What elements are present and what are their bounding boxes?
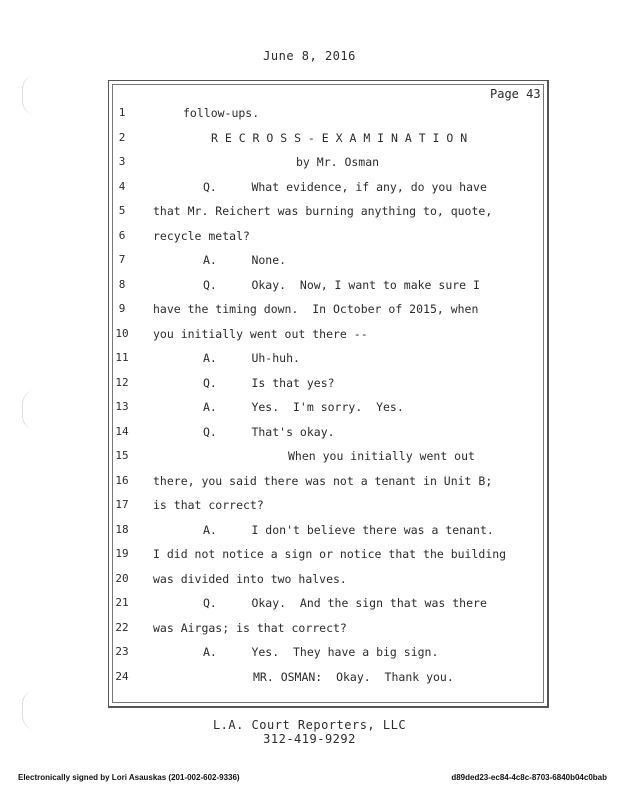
line-number: 7: [118, 253, 126, 266]
page-number: Page 43: [490, 87, 541, 101]
line-number: 24: [115, 670, 129, 683]
line-text: Q. Is that yes?: [203, 376, 335, 390]
line-text: was divided into two halves.: [153, 572, 347, 586]
line-text: A. Uh-huh.: [203, 351, 300, 365]
line-text: Q. Okay. Now, I want to make sure I: [203, 278, 480, 292]
line-text: When you initially went out: [288, 449, 475, 463]
line-text: A. Yes. I'm sorry. Yes.: [203, 400, 404, 414]
line-number: 17: [115, 498, 129, 511]
line-text: you initially went out there --: [153, 327, 368, 341]
line-number: 11: [115, 351, 129, 364]
line-number: 3: [118, 155, 126, 168]
punch-hole-top: [22, 75, 37, 115]
line-text: R E C R O S S - E X A M I N A T I O N: [211, 131, 468, 145]
line-number: 21: [115, 596, 129, 609]
line-number: 10: [115, 327, 129, 340]
line-number: 9: [118, 302, 126, 315]
line-text: recycle metal?: [153, 229, 250, 243]
line-number: 18: [115, 523, 129, 536]
transcript-frame: [108, 80, 549, 708]
line-text: that Mr. Reichert was burning anything to, quote,: [153, 204, 493, 218]
line-text: A. Yes. They have a big sign.: [203, 645, 439, 659]
line-number: 15: [115, 449, 129, 462]
line-number: 23: [115, 645, 129, 658]
line-text: A. None.: [203, 253, 287, 267]
line-number: 12: [115, 376, 129, 389]
line-text: MR. OSMAN: Okay. Thank you.: [253, 670, 454, 684]
electronic-signature: Electronically signed by Lori Asauskas (201-002-602-9336): [18, 773, 240, 782]
document-hash: d89ded23-ec84-4c8c-8703-6840b04c0bab: [451, 773, 607, 782]
line-number: 1: [118, 106, 126, 119]
line-number: 13: [115, 400, 129, 413]
line-text: Q. Okay. And the sign that was there: [203, 596, 487, 610]
line-text: Q. What evidence, if any, do you have: [203, 180, 487, 194]
line-text: have the timing down. In October of 2015, when: [153, 302, 479, 316]
line-number: 5: [118, 204, 126, 217]
line-number: 14: [115, 425, 129, 438]
line-number: 16: [115, 474, 129, 487]
line-text: is that correct?: [153, 498, 264, 512]
line-number: 2: [118, 131, 126, 144]
reporter-phone: 312-419-9292: [263, 732, 356, 746]
transcript-date: June 8, 2016: [263, 49, 356, 63]
punch-hole-middle: [22, 390, 37, 430]
line-text: was Airgas; is that correct?: [153, 621, 347, 635]
line-text: I did not notice a sign or notice that the building: [153, 547, 507, 561]
reporter-firm: L.A. Court Reporters, LLC: [212, 718, 407, 732]
line-text: Q. That's okay.: [203, 425, 335, 439]
line-text: follow-ups.: [183, 106, 260, 120]
line-number: 22: [115, 621, 129, 634]
line-text: by Mr. Osman: [296, 155, 380, 169]
line-number: 19: [115, 547, 129, 560]
line-number: 20: [115, 572, 129, 585]
line-text: A. I don't believe there was a tenant.: [203, 523, 494, 537]
line-number: 4: [118, 180, 126, 193]
line-number: 6: [118, 229, 126, 242]
line-text: there, you said there was not a tenant in Unit B;: [153, 474, 493, 488]
line-number: 8: [118, 278, 126, 291]
